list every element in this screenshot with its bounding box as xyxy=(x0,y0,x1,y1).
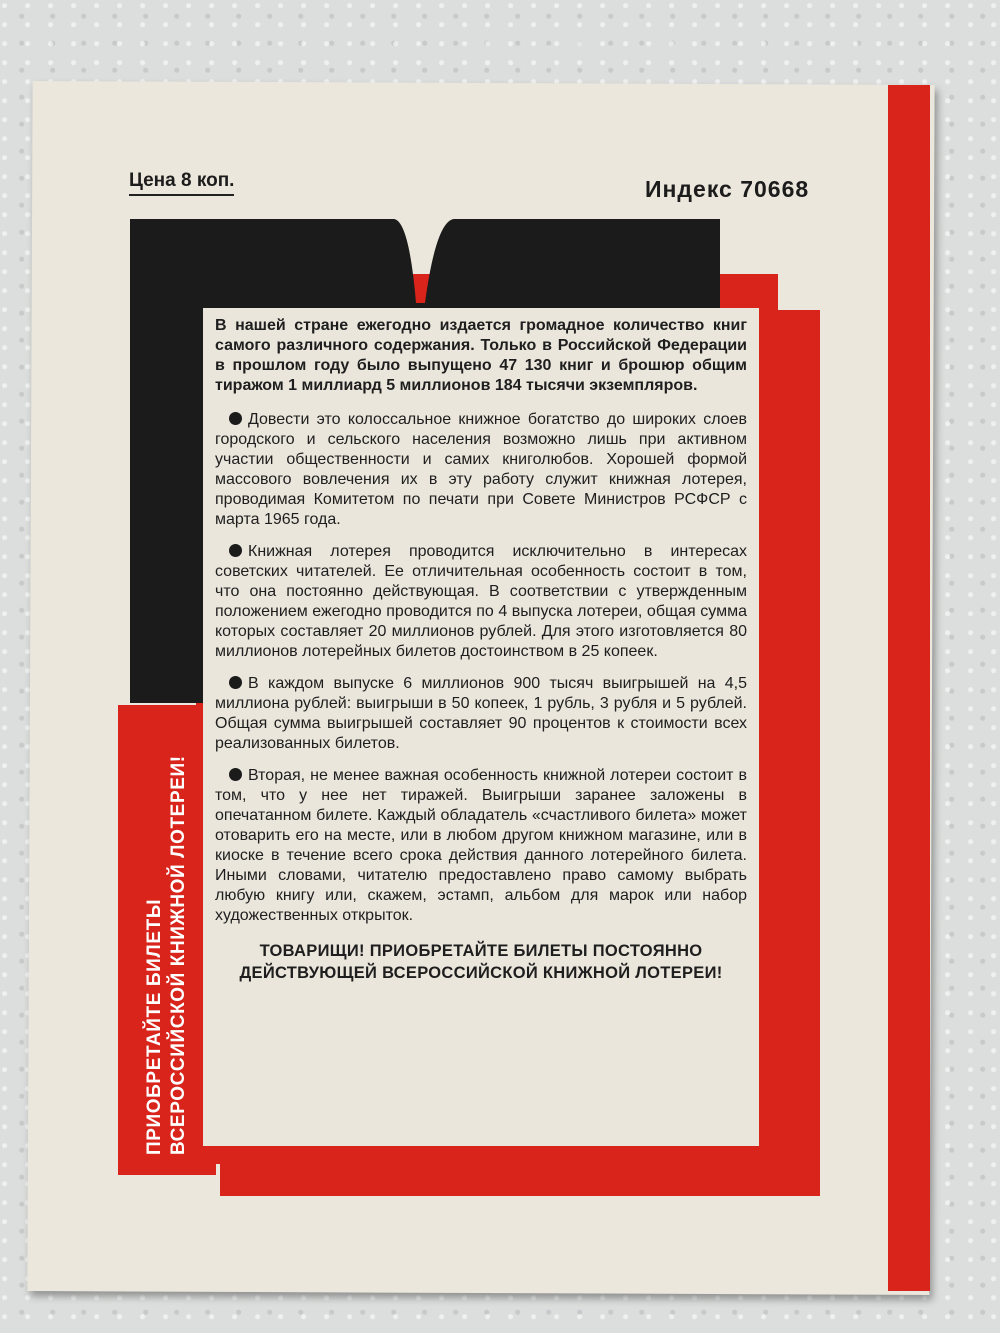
vertical-slogan xyxy=(143,700,191,1155)
bullet-dot-icon xyxy=(229,412,242,425)
red-panel-bottom xyxy=(220,1150,820,1196)
article-paragraph-1: Довести это колоссальное книжное богатство до широких слоев городского и сельского населения возможно лишь при активном участии общественности и самих книголюбов. Хорошей формой массового вовлечения их в эту работу служит книжная лотерея, проводимая Комитетом по печати при Совете Министров РСФСР с марта 1965 года. xyxy=(215,411,747,528)
red-spine xyxy=(888,85,930,1291)
article-paragraph-2: Книжная лотерея проводится исключительно в интересах советских читателей. Ее отличительная особенность состоит в том, что она постоянно действующая. В соответствии с утвержденным положением ежегодно проводится по 4 выпуска лотереи, общая сумма которых составляет 20 миллионов рублей. Для этого изготовляется 80 миллионов лотерейных билетов достоинством в 25 копеек. xyxy=(215,543,747,660)
article-paragraph-4: Вторая, не менее важная особенность книжной лотереи состоит в том, что у нее нет тиражей. Выигрыши заранее заложены в опечатанном билете. Каждый обладатель «счастливого билета» может отоварить его на месте, или в любом другом книжном магазине, или в киоске в течение всего срока действия данного лотерейного билета. Иными словами, читателю предоставлено право самому выбрать любую книгу или, скажем, эстамп, альбом для марок или набор художественных открыток. xyxy=(215,767,747,924)
slogan-line-2: ВСЕРОССИЙСКОЙ КНИЖНОЙ ЛОТЕРЕИ! xyxy=(168,755,189,1155)
slogan-line-1: ПРИОБРЕТАЙТЕ БИЛЕТЫ xyxy=(144,898,165,1155)
red-panel-side xyxy=(760,310,820,1180)
closing-slogan: ТОВАРИЩИ! ПРИОБРЕТАЙТЕ БИЛЕТЫ ПОСТОЯННО ДЕЙСТВУЮЩЕЙ ВСЕРОССИЙСКОЙ КНИЖНОЙ ЛОТЕРЕИ! xyxy=(239,942,723,982)
article-panel xyxy=(203,308,759,1146)
price-label: Цена 8 коп. xyxy=(129,170,234,196)
bullet-dot-icon xyxy=(229,676,242,689)
bullet-dot-icon xyxy=(229,544,242,557)
index-number: Индекс 70668 xyxy=(645,176,810,202)
article-intro: В нашей стране ежегодно издается громадное количество книг самого различного содержания. Только в Российской Федерации в прошлом году было выпущено 47 130 книг и брошюр общим тиражом 1 миллиард 5 миллионов 184 тысячи экземпляров. xyxy=(215,317,747,394)
article-paragraph-3: В каждом выпуске 6 миллионов 900 тысяч выигрышей на 4,5 миллиона рублей: выигрыши в 50 копеек, 1 рубль, 3 рубля и 5 рублей. Общая сумма выигрышей составляет 90 процентов к стоимости всех реализованных билетов. xyxy=(215,675,747,752)
bullet-dot-icon xyxy=(229,768,242,781)
